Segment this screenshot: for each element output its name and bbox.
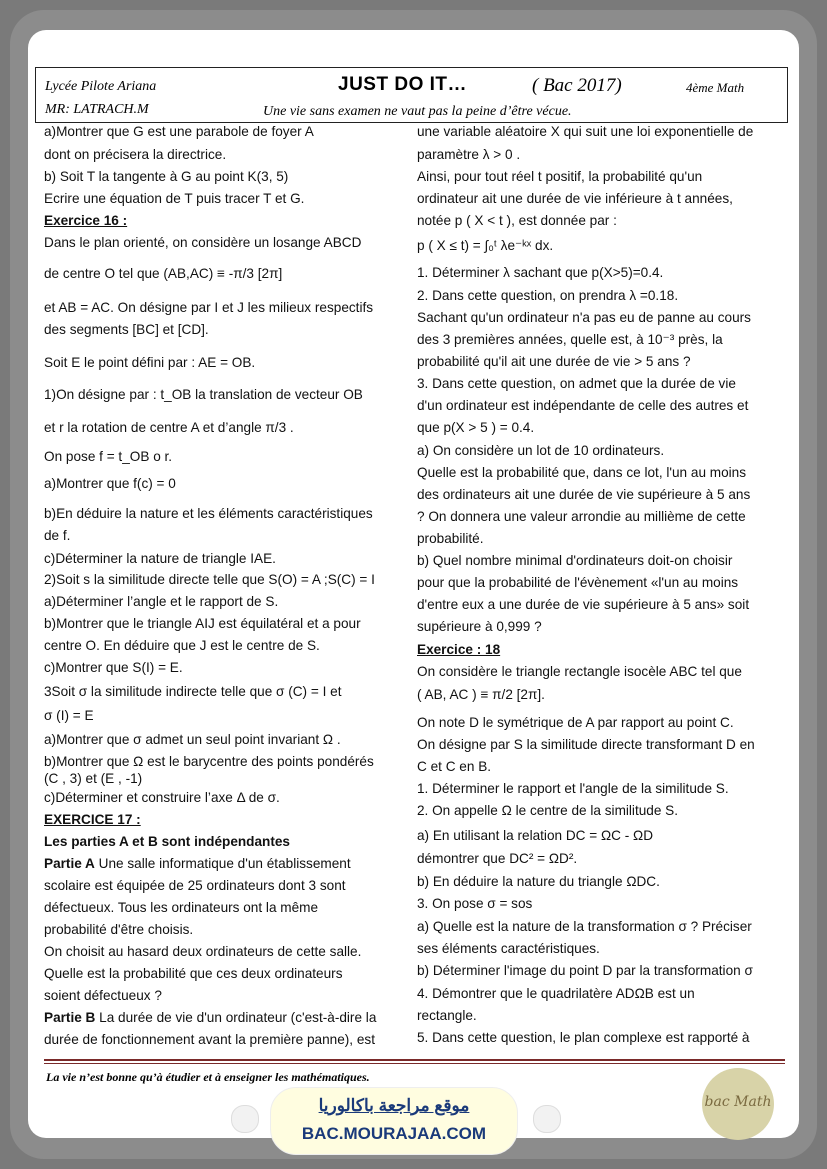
text-line: b)Montrer que le triangle AIJ est équilatéral et a pour — [44, 616, 361, 631]
text-line: probabilité qu'il ait une durée de vie > 5 ans ? — [417, 354, 691, 369]
text-line: 2. On appelle Ω le centre de la similitude S. — [417, 803, 679, 818]
text-line: C et C en B. — [417, 759, 492, 774]
text-line: Exercice : 18 — [417, 642, 501, 657]
text-line: défectueux. Tous les ordinateurs ont la même — [44, 900, 319, 915]
text-line: dont on précisera la directrice. — [44, 147, 227, 162]
text-line: a) Quelle est la nature de la transformation σ ? Préciser — [417, 919, 752, 934]
text-line: c)Montrer que S(I) = E. — [44, 660, 183, 675]
text-line: 1)On désigne par : t_OB la translation de vecteur OB — [44, 387, 363, 402]
text-line: a) En utilisant la relation DC = ΩC - ΩD — [417, 828, 654, 843]
text-line: des segments [BC] et [CD]. — [44, 322, 209, 337]
text-line: b) Soit T la tangente à G au point K(3, 5) — [44, 169, 289, 184]
text-line: Les parties A et B sont indépendantes — [44, 834, 290, 849]
text-line: durée de fonctionnement avant la première panne), est — [44, 1032, 375, 1047]
text-line: scolaire est équipée de 25 ordinateurs dont 3 sont — [44, 878, 346, 893]
text-line: b)Montrer que Ω est le barycentre des points pondérés — [44, 754, 374, 769]
text-line: σ (I) = E — [44, 708, 94, 723]
text-line: Sachant qu'un ordinateur n'a pas eu de panne au cours — [417, 310, 751, 325]
text-line: 4. Démontrer que le quadrilatère ADΩB est un — [417, 986, 695, 1001]
badge-label: bac Math — [704, 1094, 772, 1110]
text-line: p ( X ≤ t) = ∫₀ᵗ λe⁻ᵏˣ dx. — [417, 238, 554, 253]
text-line: a)Montrer que σ admet un seul point invariant Ω . — [44, 732, 341, 747]
text-line: a) On considère un lot de 10 ordinateurs. — [417, 443, 665, 458]
text-line: pour que la probabilité de l'évènement «l'un au moins — [417, 575, 739, 590]
text-line: On désigne par S la similitude directe transformant D en — [417, 737, 755, 752]
text-line: probabilité. — [417, 531, 484, 546]
text-line: Soit E le point défini par : AE = OB. — [44, 355, 256, 370]
exam-year: ( Bac 2017) — [532, 75, 622, 96]
text-line: On considère le triangle rectangle isocèle ABC tel que — [417, 664, 742, 679]
text-line: 5. Dans cette question, le plan complexe est rapporté à — [417, 1030, 750, 1045]
text-line: supérieure à 0,999 ? — [417, 619, 542, 634]
school-name: Lycée Pilote Ariana — [45, 79, 157, 94]
text-line: centre O. En déduire que J est le centre de S. — [44, 638, 320, 653]
text-line: Quelle est la probabilité que ces deux ordinateurs — [44, 966, 343, 981]
text-line: que p(X > 5 ) = 0.4. — [417, 420, 535, 435]
bac-math-badge — [702, 1068, 774, 1140]
document-title: JUST DO IT… — [338, 74, 468, 95]
text-line: ordinateur ait une durée de vie inférieure à t années, — [417, 191, 733, 206]
text-line: Partie A Une salle informatique d'un établissement — [44, 856, 351, 871]
text-line: Ecrire une équation de T puis tracer T et G. — [44, 191, 305, 206]
text-line: 2. Dans cette question, on prendra λ =0.18. — [417, 288, 679, 303]
text-line: Partie B La durée de vie d'un ordinateur (c'est-à-dire la — [44, 1010, 377, 1025]
text-line: 3Soit σ la similitude indirecte telle que σ (C) = I et — [44, 684, 342, 699]
text-line: Exercice 16 : — [44, 213, 128, 228]
text-line: On note D le symétrique de A par rapport au point C. — [417, 715, 734, 730]
text-line: de f. — [44, 528, 71, 543]
footer-quote: La vie n’est bonne qu’à étudier et à enseigner les mathématiques. — [46, 1070, 370, 1084]
text-line: des ordinateurs ait une durée de vie supérieure à 5 ans — [417, 487, 751, 502]
text-line: démontrer que DC² = ΩD². — [417, 851, 578, 866]
teacher-name: MR: LATRACH.M — [45, 102, 149, 117]
text-line: 1. Déterminer le rapport et l'angle de la similitude S. — [417, 781, 729, 796]
site-logo-icon — [231, 1105, 259, 1133]
text-line: c)Déterminer et construire l’axe Δ de σ. — [44, 790, 280, 805]
text-line: probabilité d'être choisis. — [44, 922, 194, 937]
header-motto: Une vie sans examen ne vaut pas la peine d’être vécue. — [263, 104, 572, 119]
text-line: Quelle est la probabilité que, dans ce lot, l'un au moins — [417, 465, 747, 480]
text-line: et AB = AC. On désigne par I et J les milieux respectifs — [44, 300, 374, 315]
text-line: d'un ordinateur est indépendante de celle des autres et — [417, 398, 749, 413]
text-line: c)Déterminer la nature de triangle IAE. — [44, 551, 276, 566]
site-logo-icon — [533, 1105, 561, 1133]
class-level: 4ème Math — [686, 80, 745, 95]
text-line: a)Déterminer l’angle et le rapport de S. — [44, 594, 279, 609]
text-line: a)Montrer que G est une parabole de foyer A — [44, 124, 314, 139]
text-line: b) En déduire la nature du triangle ΩDC. — [417, 874, 660, 889]
text-line: soient défectueux ? — [44, 988, 162, 1003]
text-line: ses éléments caractéristiques. — [417, 941, 600, 956]
text-line: ( AB, AC ) ≡ π/2 [2π]. — [417, 687, 545, 702]
text-line: de centre O tel que (AB,AC) ≡ -π/3 [2π] — [44, 266, 283, 281]
text-line: Ainsi, pour tout réel t positif, la probabilité qu'un — [417, 169, 703, 184]
text-line: b)En déduire la nature et les éléments caractéristiques — [44, 506, 373, 521]
banner-arabic-text[interactable]: موقع مراجعة باكالوريا — [318, 1096, 470, 1115]
text-line: ? On donnera une valeur arrondie au millième de cette — [417, 509, 746, 524]
footer-rule-thin — [44, 1063, 785, 1064]
text-line: EXERCICE 17 : — [44, 812, 141, 827]
text-line: 3. Dans cette question, on admet que la durée de vie — [417, 376, 736, 391]
text-line: On pose f = t_OB o r. — [44, 449, 173, 464]
text-line: 2)Soit s la similitude directe telle que S(O) = A ;S(C) = I — [44, 572, 375, 587]
banner-url[interactable]: BAC.MOURAJAA.COM — [301, 1124, 487, 1143]
text-line: rectangle. — [417, 1008, 477, 1023]
text-line: a)Montrer que f(c) = 0 — [44, 476, 176, 491]
text-line: notée p ( X < t ), est donnée par : — [417, 213, 617, 228]
document-header — [35, 67, 788, 123]
text-line: b) Déterminer l'image du point D par la transformation σ — [417, 963, 753, 978]
text-line: des 3 premières années, quelle est, à 10⁻³ près, la — [417, 332, 723, 347]
text-line: b) Quel nombre minimal d'ordinateurs doit-on choisir — [417, 553, 733, 568]
website-banner[interactable] — [270, 1087, 518, 1155]
text-line: 3. On pose σ = sos — [417, 896, 533, 911]
text-line: paramètre λ > 0 . — [417, 147, 521, 162]
text-line: une variable aléatoire X qui suit une loi exponentielle de — [417, 124, 754, 139]
text-line: et r la rotation de centre A et d’angle π/3 . — [44, 420, 294, 435]
text-line: On choisit au hasard deux ordinateurs de cette salle. — [44, 944, 362, 959]
text-line: Dans le plan orienté, on considère un losange ABCD — [44, 235, 362, 250]
text-line: d'entre eux a une durée de vie supérieure à 5 ans» soit — [417, 597, 750, 612]
text-line: 1. Déterminer λ sachant que p(X>5)=0.4. — [417, 265, 664, 280]
footer-rule — [44, 1059, 785, 1061]
text-line: (C , 3) et (E , -1) — [44, 771, 143, 786]
